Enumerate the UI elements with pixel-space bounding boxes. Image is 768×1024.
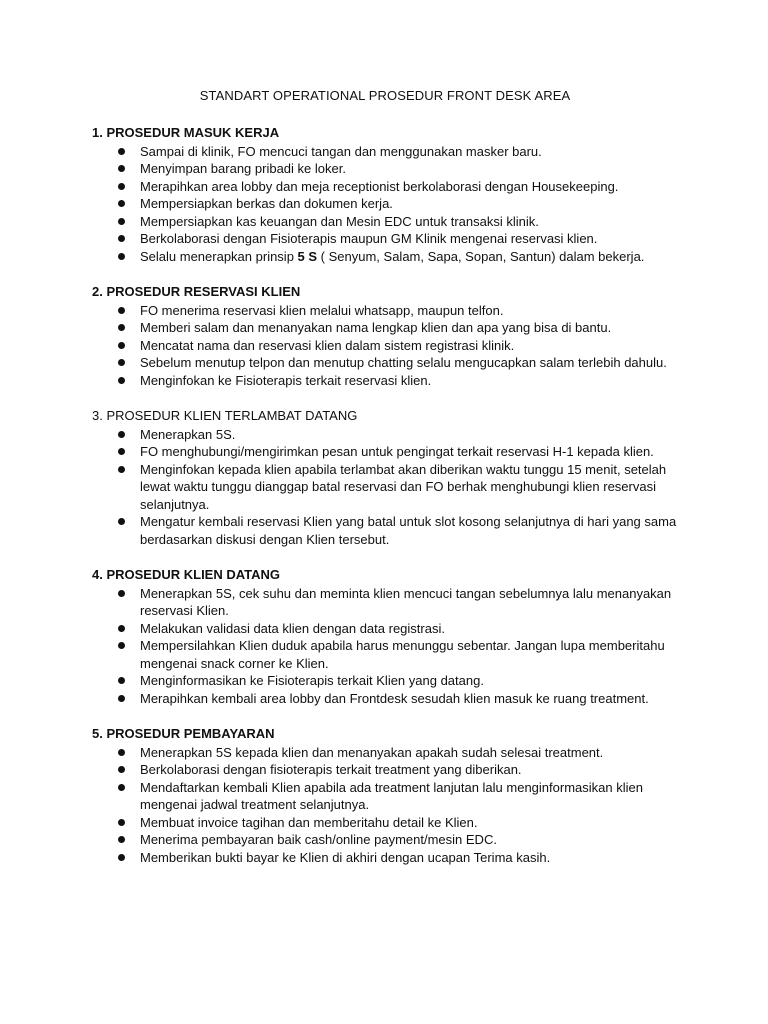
list-item-text-after: ( Senyum, Salam, Sapa, Sopan, Santun) dalam bekerja. <box>317 248 645 264</box>
bullet-icon <box>118 253 125 260</box>
section-pembayaran <box>92 725 678 866</box>
bullet-icon <box>118 642 125 649</box>
list-item <box>140 637 678 672</box>
list-item <box>140 426 678 444</box>
bullet-list <box>92 302 678 390</box>
bullet-icon <box>118 235 125 242</box>
bullet-icon <box>118 625 125 632</box>
list-item-text: Memberikan bukti bayar ke Klien di akhiri dengan ucapan Terima kasih. <box>140 849 551 865</box>
bullet-icon <box>118 677 125 684</box>
section-heading: 1. PROSEDUR MASUK KERJA <box>92 125 280 140</box>
list-item <box>140 372 678 390</box>
list-item-text: Merapihkan kembali area lobby dan Frontdesk sesudah klien masuk ke ruang treatment. <box>140 690 649 706</box>
list-item <box>140 461 678 514</box>
bullet-list <box>92 585 678 708</box>
bullet-icon <box>118 466 125 473</box>
list-item-text: FO menerima reservasi klien melalui whatsapp, maupun telfon. <box>140 302 504 318</box>
list-item-text: Melakukan validasi data klien dengan data registrasi. <box>140 620 445 636</box>
list-item-text: Merapihkan area lobby dan meja receptionist berkolaborasi dengan Housekeeping. <box>140 178 619 194</box>
list-item <box>140 849 678 867</box>
list-item <box>140 443 678 461</box>
bullet-icon <box>118 359 125 366</box>
bullet-icon <box>118 448 125 455</box>
bullet-list <box>92 744 678 867</box>
list-item-text: Menyimpan barang pribadi ke loker. <box>140 161 346 176</box>
bullet-icon <box>118 749 125 756</box>
bullet-icon <box>118 324 125 331</box>
list-item <box>140 761 678 779</box>
bullet-icon <box>118 200 125 207</box>
list-item <box>140 831 678 849</box>
list-item <box>140 354 678 372</box>
bullet-icon <box>118 784 125 791</box>
list-item-text: Memberi salam dan menanyakan nama lengkap klien dan apa yang bisa di bantu. <box>140 320 612 335</box>
bullet-icon <box>118 431 125 438</box>
list-item-text: FO menghubungi/mengirimkan pesan untuk pengingat terkait reservasi H-1 kepada klien. <box>140 444 654 459</box>
bullet-icon <box>118 218 125 225</box>
list-item-text: Menginfokan ke Fisioterapis terkait reservasi klien. <box>140 372 432 388</box>
list-item <box>140 195 678 213</box>
list-item <box>140 248 678 266</box>
list-item <box>140 672 678 690</box>
list-item <box>140 585 678 620</box>
list-item-text: Mempersiapkan kas keuangan dan Mesin EDC untuk transaksi klinik. <box>140 213 539 229</box>
section-klien-datang <box>92 566 678 707</box>
document-title: STANDART OPERATIONAL PROSEDUR FRONT DESK AREA <box>199 88 571 103</box>
list-item-text: Menginfokan kepada klien apabila terlambat akan diberikan waktu tunggu 15 menit, setelah lewat waktu tunggu dianggap batal reservasi dan FO berhak menghubungi klien reservasi selanjutnya. <box>140 461 667 512</box>
list-item-text: Mendaftarkan kembali Klien apabila ada treatment lanjutan lalu menginformasikan klien mengenai jadwal treatment selanjutnya. <box>140 779 643 812</box>
list-item <box>140 143 678 161</box>
list-item-text-before: Selalu menerapkan prinsip <box>140 248 298 264</box>
list-item-text: Menerima pembayaran baik cash/online payment/mesin EDC. <box>140 832 497 847</box>
bullet-icon <box>118 766 125 773</box>
list-item-text: Menginformasikan ke Fisioterapis terkait Klien yang datang. <box>140 673 484 688</box>
list-item-text: Menerapkan 5S, cek suhu dan meminta klien mencuci tangan sebelumnya lalu menanyakan reservasi Klien. <box>140 585 672 618</box>
list-item-text: Mencatat nama dan reservasi klien dalam sistem registrasi klinik. <box>140 337 515 353</box>
list-item-text: Berkolaborasi dengan Fisioterapis maupun GM Klinik mengenai reservasi klien. <box>140 231 598 246</box>
section-reservasi-klien <box>92 283 678 389</box>
bullet-icon <box>118 148 125 155</box>
list-item <box>140 337 678 355</box>
section-heading: 2. PROSEDUR RESERVASI KLIEN <box>92 284 301 299</box>
list-item <box>140 213 678 231</box>
list-item-text: Mempersilahkan Klien duduk apabila harus menunggu sebentar. Jangan lupa memberitahu mengenai snack corner ke Klien. <box>140 638 665 671</box>
list-item <box>140 513 678 548</box>
bullet-icon <box>118 854 125 861</box>
bullet-icon <box>118 518 125 525</box>
list-item-text: Sebelum menutup telpon dan menutup chatting selalu mengucapkan salam terlebih dahulu. <box>140 355 667 370</box>
list-item-text: Mempersiapkan berkas dan dokumen kerja. <box>140 196 393 211</box>
section-klien-terlambat <box>92 407 678 548</box>
list-item <box>140 744 678 762</box>
bullet-icon <box>118 819 125 826</box>
bullet-icon <box>118 183 125 190</box>
list-item <box>140 620 678 638</box>
list-item-text: Sampai di klinik, FO mencuci tangan dan menggunakan masker baru. <box>140 143 542 159</box>
section-heading: 4. PROSEDUR KLIEN DATANG <box>92 567 281 582</box>
list-item-text-bold: 5 S <box>297 248 318 264</box>
bullet-icon <box>118 165 125 172</box>
list-item-text: Mengatur kembali reservasi Klien yang batal untuk slot kosong selanjutnya di hari yang sama berdasarkan diskusi dengan Klien tersebut. <box>140 514 677 547</box>
bullet-list <box>92 143 678 266</box>
list-item <box>140 178 678 196</box>
list-item <box>140 779 678 814</box>
list-item <box>140 160 678 178</box>
bullet-icon <box>118 836 125 843</box>
list-item <box>140 319 678 337</box>
list-item <box>140 690 678 708</box>
list-item-text: Menerapkan 5S kepada klien dan menanyakan apakah sudah selesai treatment. <box>140 744 604 760</box>
section-heading: 5. PROSEDUR PEMBAYARAN <box>92 726 275 741</box>
bullet-icon <box>118 307 125 314</box>
bullet-icon <box>118 695 125 702</box>
list-item <box>140 814 678 832</box>
list-item <box>140 302 678 320</box>
list-item-text: Berkolaborasi dengan fisioterapis terkait treatment yang diberikan. <box>140 762 522 777</box>
bullet-icon <box>118 342 125 349</box>
bullet-icon <box>118 377 125 384</box>
section-masuk-kerja <box>92 124 678 265</box>
bullet-list <box>92 426 678 549</box>
bullet-icon <box>118 590 125 597</box>
section-heading: 3. PROSEDUR KLIEN TERLAMBAT DATANG <box>92 408 358 423</box>
list-item-text: Membuat invoice tagihan dan memberitahu detail ke Klien. <box>140 814 478 830</box>
list-item-text: Menerapkan 5S. <box>140 426 236 442</box>
list-item <box>140 230 678 248</box>
